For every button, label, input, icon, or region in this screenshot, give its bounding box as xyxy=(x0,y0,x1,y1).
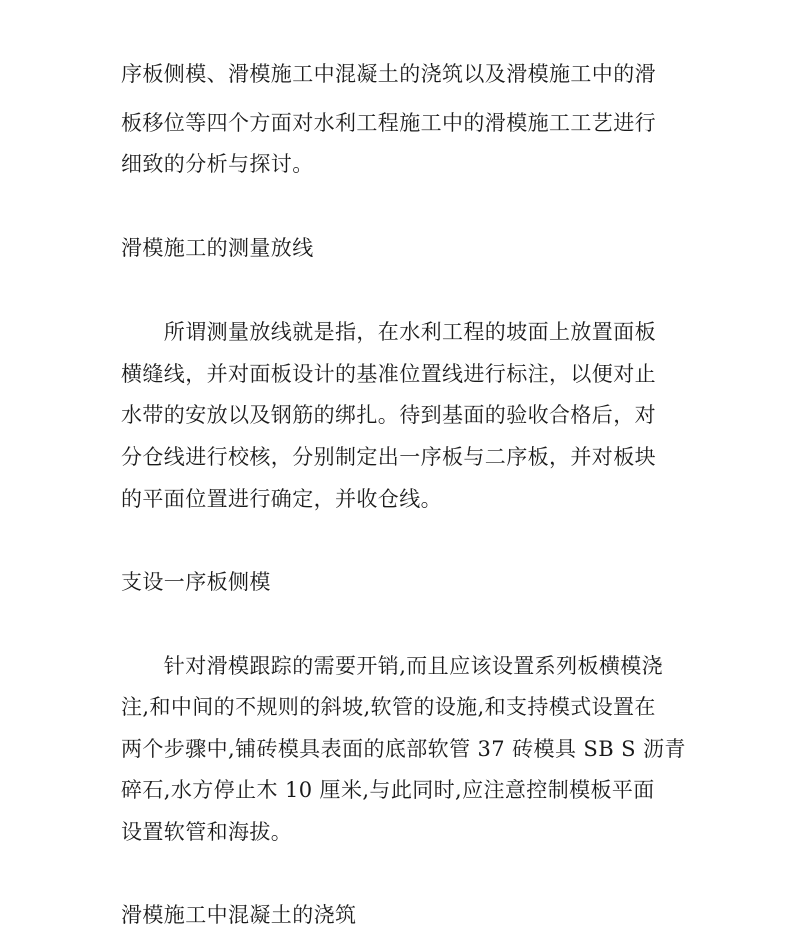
section-heading: 滑模施工中混凝土的浇筑 xyxy=(121,903,357,927)
text-line: 所谓测量放线就是指，在水利工程的坡面上放置面板 xyxy=(121,320,656,344)
text-line: 细致的分析与探讨。 xyxy=(121,152,314,176)
text-line: 碎石,水方停止木 10 厘米,与此同时,应注意控制模板平面 xyxy=(121,778,655,802)
text-line: 针对滑模跟踪的需要开销,而且应该设置系列板横模浇 xyxy=(121,654,664,678)
text-line: 注,和中间的不规则的斜坡,软管的设施,和支持模式设置在 xyxy=(121,695,656,719)
text-line: 分仓线进行校核，分别制定出一序板与二序板，并对板块 xyxy=(121,445,656,469)
section-heading: 支设一序板侧模 xyxy=(121,570,271,594)
text-line: 两个步骤中,铺砖模具表面的底部软管 37 砖模具 SB S 沥青 xyxy=(121,737,686,761)
text-line: 水带的安放以及钢筋的绑扎。待到基面的验收合格后，对 xyxy=(121,403,656,427)
text-line: 设置软管和海拔。 xyxy=(121,820,293,844)
text-line: 序板侧模、滑模施工中混凝土的浇筑以及滑模施工中的滑 xyxy=(121,62,656,86)
section-heading: 滑模施工的测量放线 xyxy=(121,236,314,260)
text-line: 横缝线，并对面板设计的基准位置线进行标注，以便对止 xyxy=(121,362,656,386)
text-line: 的平面位置进行确定，并收仓线。 xyxy=(121,487,442,511)
text-line: 板移位等四个方面对水利工程施工中的滑模施工工艺进行 xyxy=(121,111,656,135)
